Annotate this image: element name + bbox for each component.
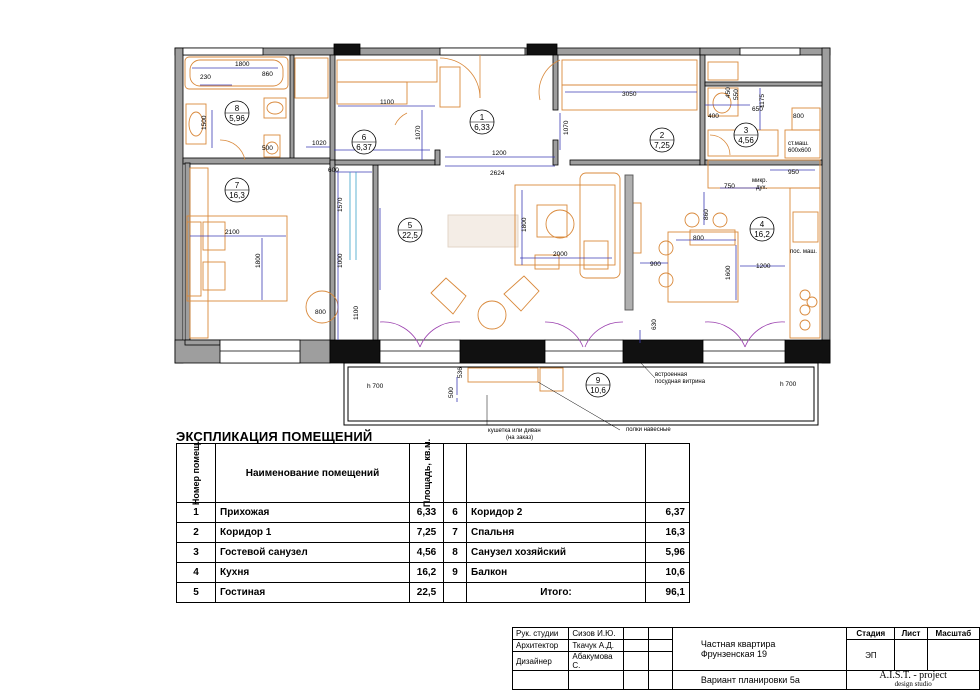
svg-text:450: 450 (725, 87, 732, 98)
svg-text:22,5: 22,5 (402, 231, 418, 240)
svg-text:1: 1 (479, 113, 485, 122)
room-marker-8 (225, 101, 249, 125)
svg-text:2: 2 (659, 131, 665, 140)
table-row: 3 Гостевой санузел 4,56 8 Санузел хозяйский 5,96 (177, 543, 690, 563)
room-marker-4 (750, 217, 774, 241)
svg-text:дух.: дух. (756, 185, 768, 191)
table-row: 4 Кухня 16,2 9 Балкон 10,6 (177, 563, 690, 583)
room-marker-5 (398, 218, 422, 242)
svg-text:16,3: 16,3 (229, 191, 245, 200)
explication-header-row (177, 444, 690, 503)
svg-text:1500: 1500 (201, 115, 208, 130)
svg-text:630: 630 (651, 319, 658, 330)
svg-text:h 700: h 700 (367, 383, 384, 390)
studio-logo: A.I.S.T. - project design studio (847, 671, 980, 690)
svg-text:650: 650 (752, 106, 763, 113)
svg-text:1800: 1800 (255, 253, 262, 268)
svg-text:1175: 1175 (759, 94, 766, 108)
svg-text:4,56: 4,56 (738, 136, 754, 145)
svg-text:500: 500 (262, 145, 273, 152)
table-row: 5 Гостиная 22,5 Итого: 96,1 (177, 583, 690, 603)
room-marker-9 (586, 373, 610, 397)
svg-text:500: 500 (448, 387, 455, 398)
svg-text:микр.: микр. (752, 178, 768, 184)
svg-text:400: 400 (708, 113, 719, 120)
svg-text:1600: 1600 (725, 265, 732, 280)
svg-text:5,96: 5,96 (229, 114, 245, 123)
svg-text:1100: 1100 (353, 306, 360, 320)
svg-text:1800: 1800 (235, 61, 250, 68)
leader-lines (487, 362, 655, 430)
svg-text:6: 6 (361, 133, 367, 142)
svg-text:1800: 1800 (521, 217, 528, 232)
svg-text:h 700: h 700 (780, 381, 797, 388)
svg-text:600x600: 600x600 (788, 148, 812, 154)
svg-text:750: 750 (724, 183, 735, 190)
svg-text:2624: 2624 (490, 170, 505, 177)
project-name: Частная квартира Фрунзенская 19 (672, 628, 847, 671)
svg-text:1000: 1000 (337, 253, 344, 268)
svg-text:1570: 1570 (337, 197, 344, 212)
svg-text:800: 800 (693, 235, 704, 242)
svg-text:9: 9 (595, 376, 601, 385)
svg-text:4: 4 (759, 220, 765, 229)
svg-text:ст.маш.: ст.маш. (788, 141, 809, 147)
svg-text:1100: 1100 (380, 99, 394, 106)
svg-text:3: 3 (743, 126, 749, 135)
svg-text:1070: 1070 (563, 120, 570, 135)
svg-text:пос. маш.: пос. маш. (790, 249, 817, 255)
svg-text:536: 536 (457, 367, 464, 378)
svg-text:950: 950 (788, 169, 799, 176)
svg-text:1070: 1070 (415, 125, 422, 140)
svg-text:230: 230 (200, 74, 211, 81)
explication-title: ЭКСПЛИКАЦИЯ ПОМЕЩЕНИЙ (176, 429, 373, 444)
svg-text:550: 550 (733, 89, 740, 100)
room-marker-7 (225, 178, 249, 202)
svg-text:1200: 1200 (492, 150, 507, 157)
svg-text:7,25: 7,25 (654, 141, 670, 150)
title-block: Рук. студии Сизов И.Ю. Частная квартира Фрунзенская 19 Стадия Лист Масштаб Архитектор Ткачук А.Д. ЭП Дизайнер Абакумова С. Вариант планировки 5а A.I.S.T. - project design studio (512, 627, 980, 690)
svg-text:2000: 2000 (553, 251, 568, 258)
svg-text:6,37: 6,37 (356, 143, 372, 152)
svg-text:3050: 3050 (622, 91, 637, 98)
svg-text:1200: 1200 (756, 263, 771, 270)
svg-text:1020: 1020 (312, 140, 327, 147)
plan-notes (488, 141, 817, 441)
windows (183, 48, 800, 363)
svg-text:900: 900 (650, 261, 661, 268)
header-area: Площадь, кв.м. (410, 444, 444, 503)
svg-text:встроенная: встроенная (655, 372, 688, 378)
balcony (344, 363, 818, 425)
svg-text:10,6: 10,6 (590, 386, 606, 395)
svg-text:600: 600 (328, 167, 339, 174)
svg-text:5: 5 (407, 221, 413, 230)
svg-text:кушетка или диван: кушетка или диван (488, 428, 541, 434)
header-number: Номер помещ. (177, 444, 216, 503)
svg-text:полки навесные: полки навесные (626, 427, 671, 433)
svg-text:(на заказ): (на заказ) (506, 435, 534, 441)
svg-text:2100: 2100 (225, 229, 240, 236)
room-marker-6 (352, 130, 376, 154)
room-marker-2 (650, 128, 674, 152)
header-name: Наименование помещений (216, 444, 410, 503)
svg-text:860: 860 (703, 209, 710, 220)
table-row: 2 Коридор 1 7,25 7 Спальня 16,3 (177, 523, 690, 543)
svg-text:800: 800 (793, 113, 804, 120)
table-row: 1 Прихожая 6,33 6 Коридор 2 6,37 (177, 503, 690, 523)
svg-text:800: 800 (315, 309, 326, 316)
room-marker-3 (734, 123, 758, 147)
svg-text:860: 860 (262, 71, 273, 78)
svg-text:7: 7 (234, 181, 240, 190)
svg-text:16,2: 16,2 (754, 230, 770, 239)
svg-text:посудная витрина: посудная витрина (655, 379, 706, 385)
svg-text:6,33: 6,33 (474, 123, 490, 132)
svg-text:8: 8 (234, 104, 240, 113)
room-marker-1 (470, 110, 494, 134)
